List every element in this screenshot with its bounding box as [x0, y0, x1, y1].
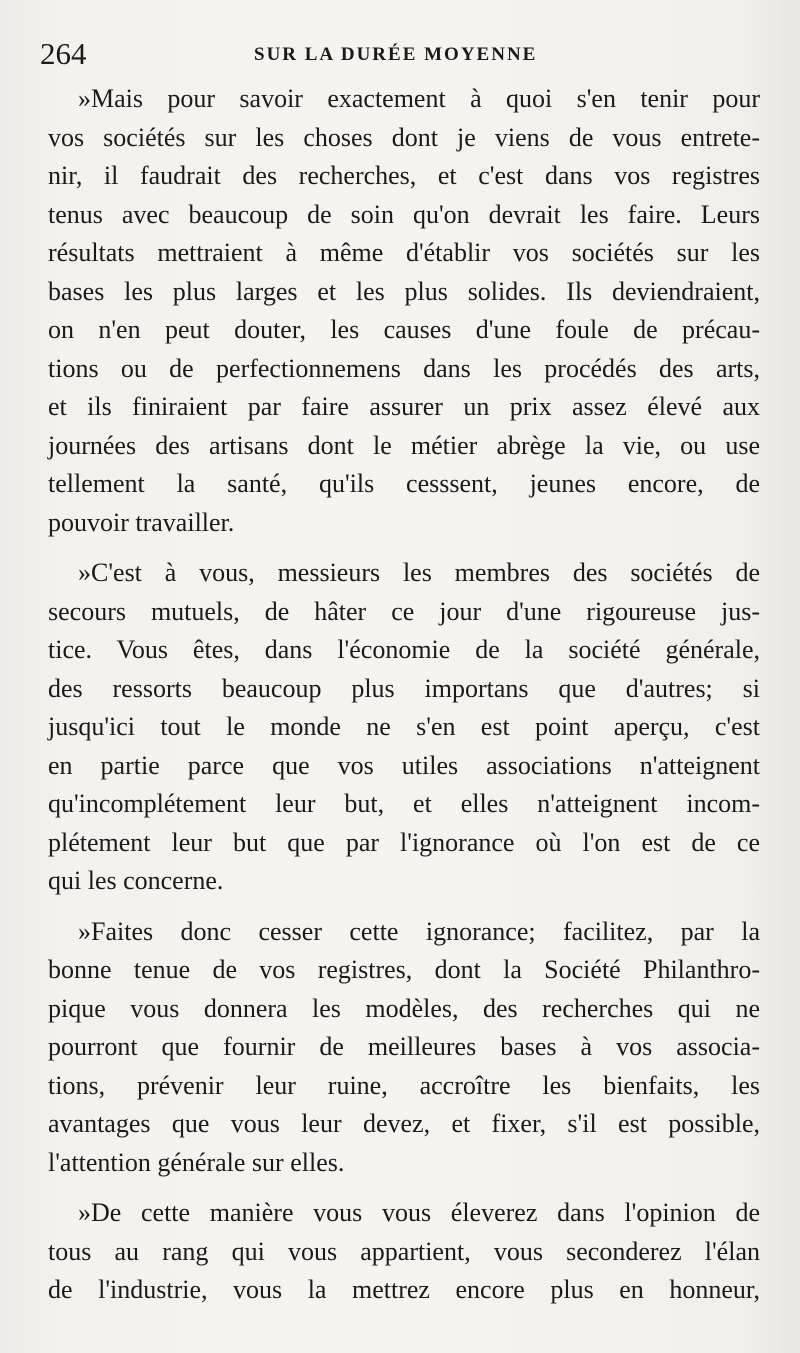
text-line: »Faites donc cesser cette ignorance; facilitez, par la	[78, 916, 760, 946]
text-line: des ressorts beaucoup plus importans que d'autres; si	[48, 673, 760, 703]
text-line: pique vous donnera les modèles, des recherches qui ne	[48, 993, 760, 1023]
text-line: résultats mettraient à même d'établir vos sociétés sur les	[48, 238, 760, 267]
text-line: tice. Vous êtes, dans l'économie de la société générale,	[48, 635, 760, 664]
text-line: »De cette manière vous vous éleverez dans l'opinion de	[78, 1198, 760, 1227]
running-head	[40, 34, 760, 74]
text-line: on n'en peut douter, les causes d'une foule de précau-	[48, 315, 760, 344]
text-line: »Mais pour savoir exactement à quoi s'en tenir pour	[78, 84, 760, 113]
text-line: qui les concerne.	[48, 866, 224, 895]
page-number: 264	[40, 36, 87, 71]
text-line: journées des artisans dont le métier abrège la vie, ou use	[48, 430, 760, 460]
body-text	[48, 80, 760, 1310]
text-line: nir, il faudrait des recherches, et c'est dans vos registres	[48, 161, 760, 190]
paragraph	[48, 1194, 760, 1310]
text-line: en partie parce que vos utiles associations n'atteignent	[48, 750, 760, 780]
text-line: et ils finiraient par faire assurer un prix assez élevé aux	[48, 392, 760, 421]
running-head-title: SUR LA DURÉE MOYENNE	[254, 44, 538, 65]
paragraph	[48, 554, 760, 901]
text-line: tenus avec beaucoup de soin qu'on devrait les faire. Leurs	[48, 199, 760, 229]
text-line: tions ou de perfectionnemens dans les procédés des arts,	[48, 353, 760, 383]
text-line: plétement leur but que par l'ignorance où l'on est de ce	[48, 827, 760, 857]
text-line: qu'incomplétement leur but, et elles n'atteignent incom-	[48, 789, 760, 818]
paragraph	[48, 80, 760, 542]
text-line: bases les plus larges et les plus solides. Ils deviendraient,	[48, 276, 760, 306]
text-line: tous au rang qui vous appartient, vous seconderez l'élan	[48, 1236, 760, 1266]
text-line: pourront que fournir de meilleures bases à vos associa-	[48, 1032, 760, 1061]
text-line: de l'industrie, vous la mettrez encore plus en honneur,	[48, 1275, 760, 1304]
paragraph	[48, 913, 760, 1183]
text-line: vos sociétés sur les choses dont je viens de vous entrete-	[48, 122, 760, 152]
text-line: l'attention générale sur elles.	[48, 1147, 345, 1177]
text-line: tellement la santé, qu'ils cesssent, jeunes encore, de	[48, 469, 760, 498]
text-line: bonne tenue de vos registres, dont la Société Philanthro-	[48, 955, 760, 984]
text-line: secours mutuels, de hâter ce jour d'une rigoureuse jus-	[48, 596, 760, 626]
text-line: tions, prévenir leur ruine, accroître les bienfaits, les	[48, 1070, 760, 1100]
text-line: pouvoir travailler.	[48, 507, 235, 537]
text-line: avantages que vous leur devez, et fixer, s'il est possible,	[48, 1109, 760, 1138]
text-line: »C'est à vous, messieurs les membres des sociétés de	[78, 558, 760, 587]
text-line: jusqu'ici tout le monde ne s'en est point aperçu, c'est	[48, 712, 760, 741]
